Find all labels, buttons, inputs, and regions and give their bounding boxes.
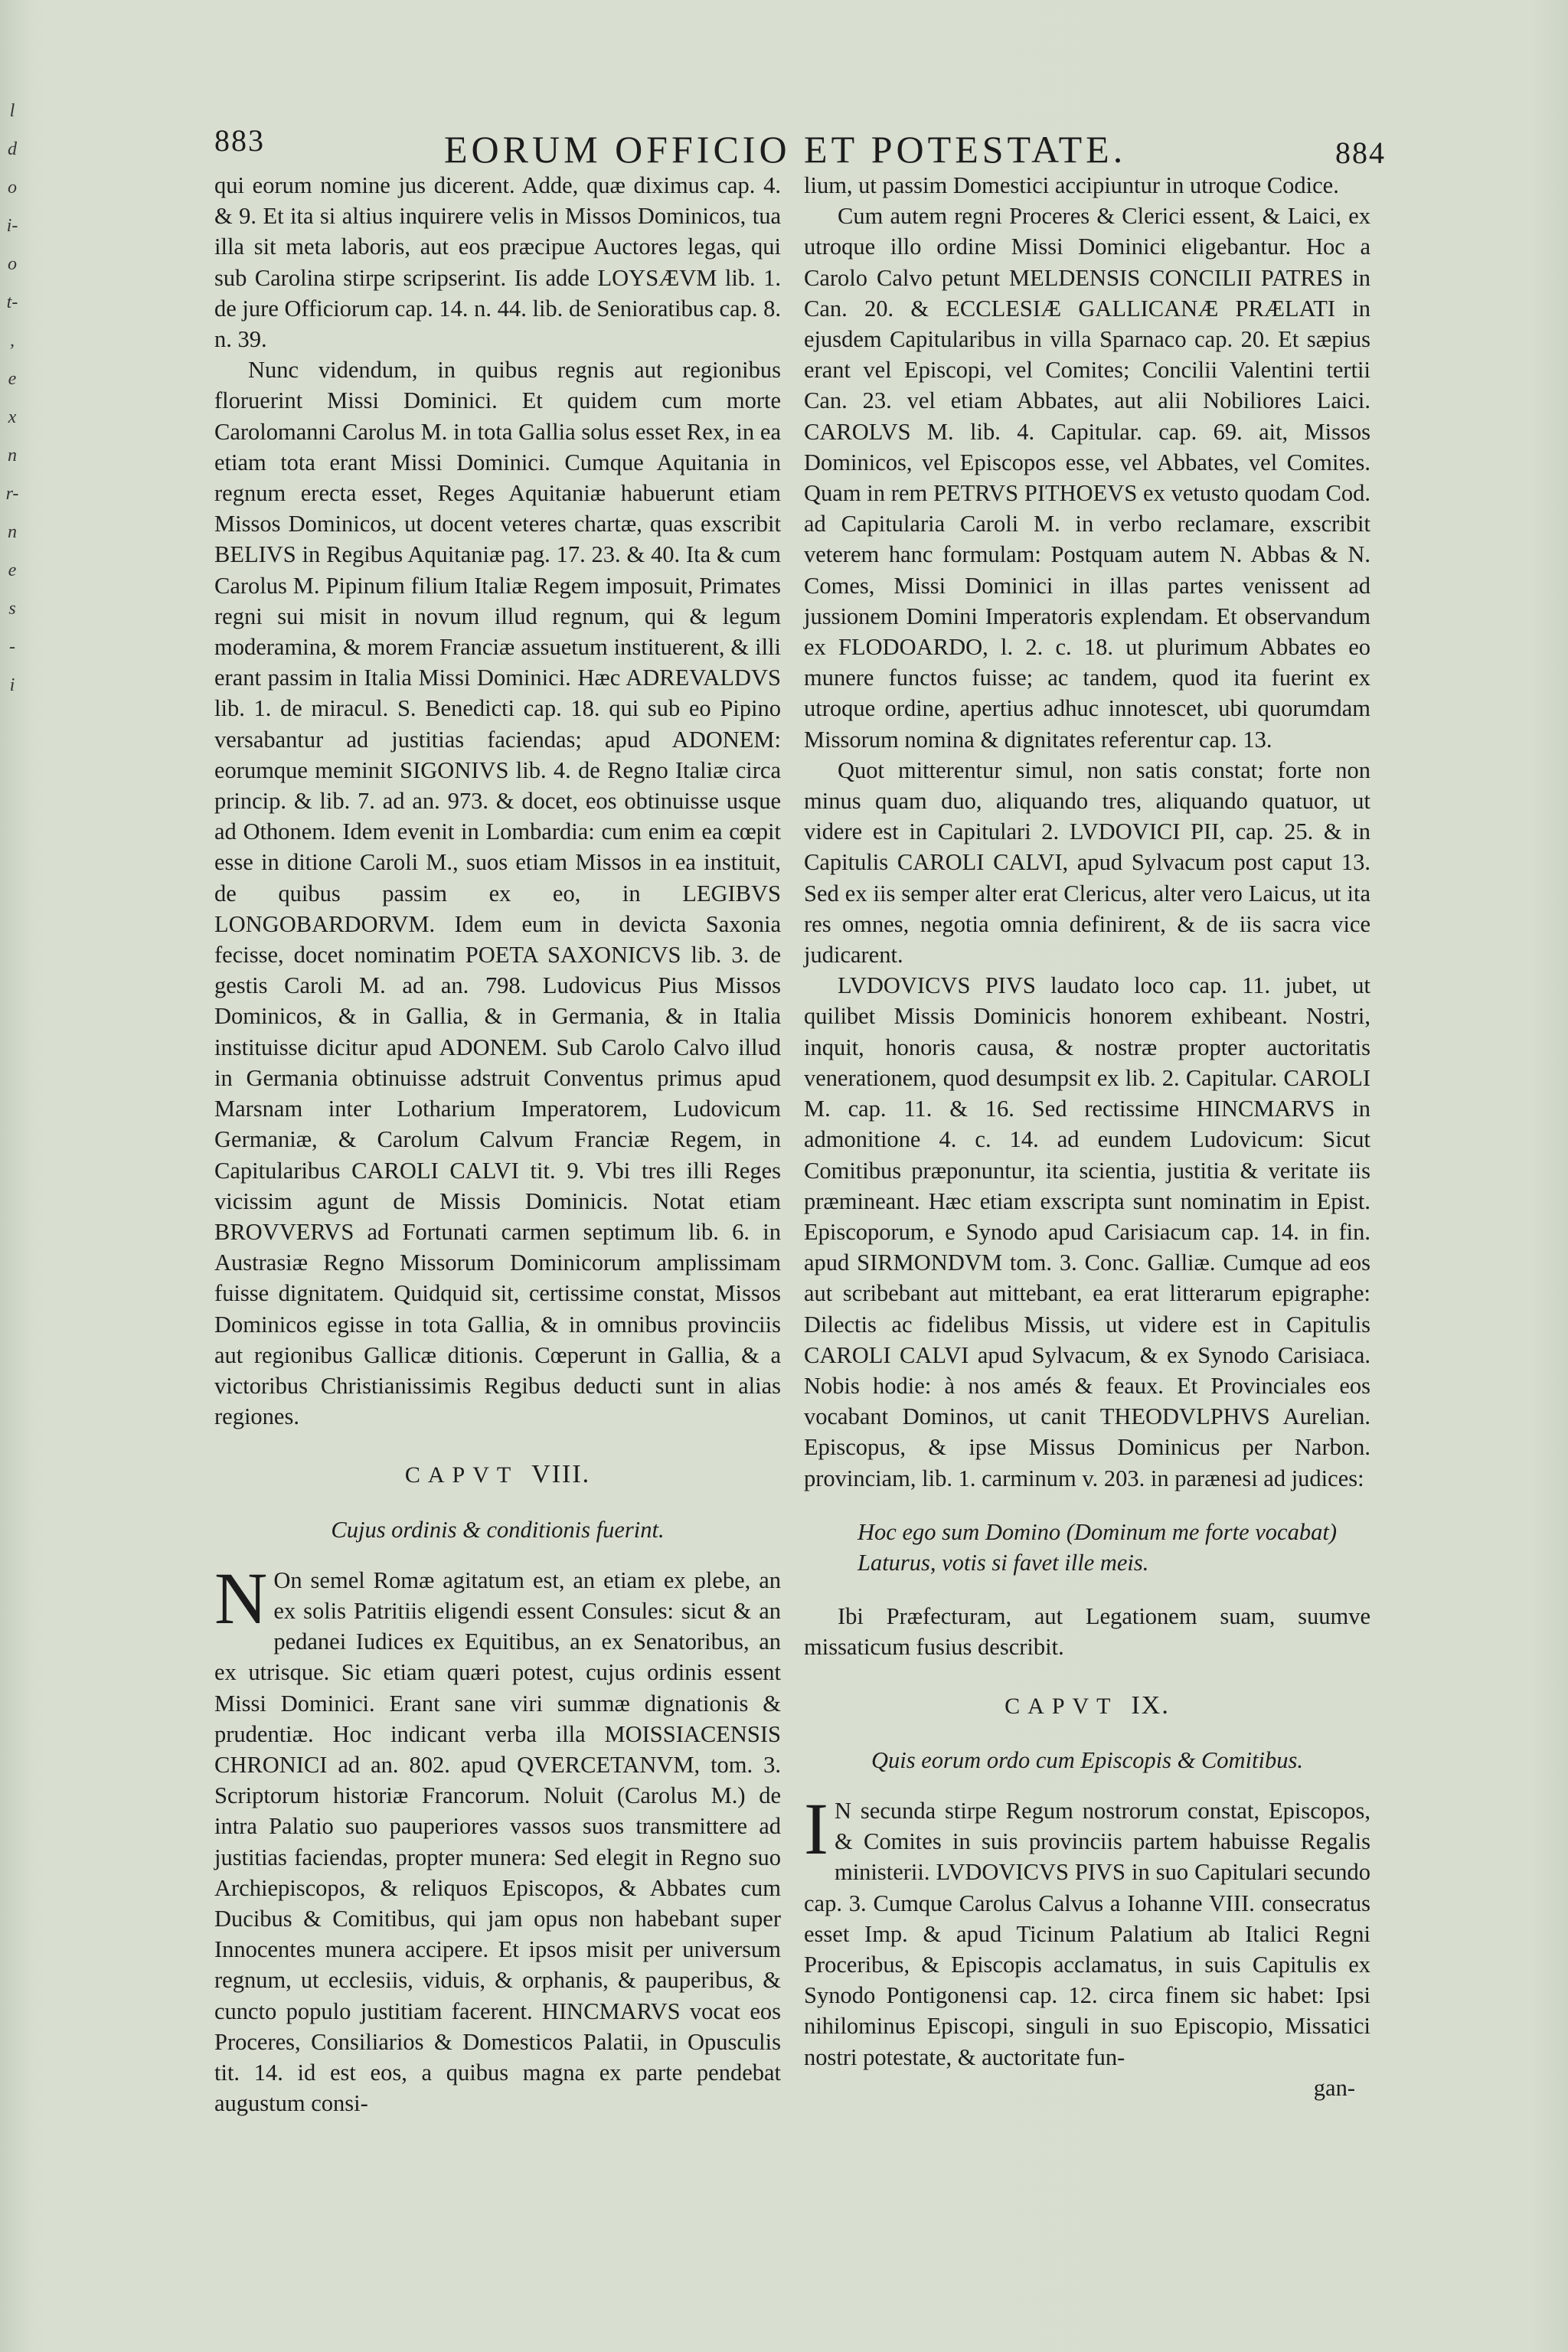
margin-letter: , bbox=[10, 331, 15, 351]
verse-line: Laturus, votis si favet ille meis. bbox=[858, 1549, 1149, 1576]
catchword: gan- bbox=[1313, 2074, 1355, 2101]
margin-letter: s bbox=[8, 599, 16, 619]
margin-letter: o bbox=[8, 254, 17, 274]
left-page-number: 883 bbox=[214, 123, 265, 158]
chapter-word: CAPVT bbox=[1004, 1693, 1118, 1719]
left-column bbox=[214, 170, 781, 2118]
chapter-number: IX. bbox=[1131, 1690, 1170, 1720]
chapter-subtitle: Cujus ordinis & conditionis fuerint. bbox=[331, 1516, 665, 1543]
paragraph: Ibi Præfecturam, aut Legationem suam, suumve missaticum fusius describit. bbox=[804, 1603, 1370, 1661]
paragraph bbox=[804, 1787, 1370, 2073]
margin-letter: i bbox=[9, 675, 15, 695]
running-head bbox=[214, 122, 1386, 176]
paragraph: Cum autem regni Proceres & Clerici essent, & Laici, ex utroque illo ordine Missi Dominici eligebantur. Hoc a Carolo Calvo petunt MELDENSIS CONCILII PATRES in Can. 20. & ECCLESIÆ GALLICANÆ PRÆLATI in ejusdem Capitularibus in villa Sparnaco cap. 20. Et sæpius erant vel Episcopi, vel Comites; Concilii Valentini tertii Can. 23. vel etiam Abbates, aut alii Nobiliores Laici. CAROLVS M. lib. 4. Capitular. cap. 69. ait, Missos Dominicos, vel Episcopos esse, vel Abbates, vel Comites. Quam in rem PETRVS PITHOEVS ex vetusto quodam Cod. ad Capitularia Caroli M. in verbo reclamare, exscribit veterem hanc formulam: Postquam autem N. Abbas & N. Comes, Missi Dominici in illas partes venissent ad jussionem Domini Imperatoris explendam. Et observandum ex FLODOARDO, l. 2. c. 18. ut plurimum Abbates eo munere functos fuisse; ac tandem, quod ita fuerint ex utroque ordine, apertius adhuc innotescet, ubi quorumdam Missorum nomina & dignitates referentur cap. 13. bbox=[804, 203, 1370, 753]
paragraph: Quot mitterentur simul, non satis constat; forte non minus quam duo, aliquando tres, aliquando quatuor, ut videre est in Capitulari 2. LVDOVICI PII, cap. 25. & in Capitulis CAROLI CALVI, apud Sylvacum post caput 13. Sed ex iis semper alter erat Clericus, alter vero Laicus, ut ita res omnes, negotia omnia definirent, & de iis sacra vice judicarent. bbox=[804, 756, 1370, 969]
margin-letter: n bbox=[8, 522, 17, 542]
chapter-heading bbox=[214, 1459, 781, 1491]
margin-letter: o bbox=[8, 178, 17, 198]
chapter-subtitle: Quis eorum ordo cum Episcopis & Comitibus. bbox=[871, 1746, 1303, 1773]
paragraph-text: N secunda stirpe Regum nostrorum constat, Episcopos, & Comites in suis provinciis partem habuisse Regalis ministerii. LVDOVICVS PIVS in suo Capitulari secundo cap. 3. Cumque Carolus Calvus a Iohanne VIII. consecratus esset Imp. & apud Ticinum Palatium ab Italici Regni Proceribus, & Episcopis acclamatus, in suis Capitulis ex Synodo Pontigonensi cap. 12. circa finem sic habet: Ipsi nihilominus Episcopi, singuli in suo Episcopio, Missatici nostri potestate, & auctoritate fun- bbox=[804, 1797, 1370, 2070]
paragraph: Nunc videndum, in quibus regnis aut regionibus floruerint Missi Dominici. Et quidem cum morte Carolomanni Carolus M. in tota Gallia solus esset Rex, in ea etiam tota erant Missi Dominici. Cumque Aquitania in regnum erecta esset, Reges Aquitaniæ habuerunt etiam Missos Dominicos, ut docent veteres chartæ, quas exscribit BELIVS in Regibus Aquitaniæ pag. 17. 23. & 40. Ita & cum Carolus M. Pipinum filium Italiæ Regem imposuit, Primates regni sui misit in novum illud regnum, qui & legum moderamina, & morem Franciæ assuetum instituerent, & illi erant passim in Italia Missi Dominici. Hæc ADREVALDVS lib. 1. de miracul. S. Benedicti cap. 18. qui sub eo Pipino versabantur ad justitias faciendas; apud ADONEM: eorumque meminit SIGONIVS lib. 4. de Regno Italiæ circa princip. & lib. 7. ad an. 973. & docet, eos obtinuisse usque ad Othonem. Idem evenit in Lombardia: cum enim ea cœpit esse in ditione Caroli M., suos etiam Missos in ea instituit, de quibus passim ex eo, in LEGIBVS LONGOBARDORVM. Idem eum in devicta Saxonia fecisse, docet nominatim POETA SAXONICVS lib. 3. de gestis Caroli M. ad an. 798. Ludovicus Pius Missos Dominicos, & in Gallia, & in Germania, & in Italia instituisse dicitur apud ADONEM. Sub Carolo Calvo illud in Germania obtinuisse adstruit Conventus primus apud Marsnam inter Lotharium Imperatorem, Ludovicum Germaniæ, & Carolum Calvum Franciæ Regem, in Capitularibus CAROLI CALVI tit. 9. Vbi tres illi Reges vicissim agunt de Missis Dominicis. Notat etiam BROVVERVS ad Fortunati carmen septimum lib. 6. in Austrasiæ Regno Missorum Dominicorum amplissimam fuisse dignitatem. Quidquid sit, certissime constat, Missos Dominicos egisse in tota Gallia, & in omnibus provinciis aut regionibus Gallicæ ditionis. Cœperunt in Gallia, & a victoribus Christianissimis Regibus deducti sunt in alias regiones. bbox=[214, 357, 781, 1430]
adjacent-page-margin bbox=[0, 92, 24, 1164]
paragraph bbox=[214, 1557, 781, 2119]
chapter-word: CAPVT bbox=[404, 1462, 518, 1488]
chapter-number: VIII. bbox=[531, 1460, 591, 1489]
verse-quotation bbox=[858, 1517, 1370, 1578]
running-title: EORUM OFFICIO ET POTESTATE. bbox=[444, 128, 1127, 171]
margin-letter: x bbox=[8, 407, 17, 427]
right-column bbox=[804, 170, 1370, 2103]
drop-cap: I bbox=[804, 1787, 828, 1870]
margin-letter: - bbox=[9, 637, 15, 657]
margin-letter: l bbox=[9, 101, 15, 121]
paragraph: LVDOVICVS PIVS laudato loco cap. 11. jubet, ut quilibet Missis Dominicis honorem exhibeant. Nostri, inquit, honoris causa, & nostræ propter auctoritatis venerationem, quod desumpsit ex lib. 2. Capitular. CAROLI M. cap. 11. & 16. Sed rectissime HINCMARVS in admonitione 4. c. 14. ad eundem Ludovicum: Sicut Comitibus præponuntur, ita scientia, justitia & veritate iis præmineant. Hæc etiam exscripta sunt nominatim in Epist. Episcoporum, e Synodo apud Carisiacum cap. 14. in fin. apud SIRMONDVM tom. 3. Conc. Galliæ. Cumque ad eos aut scribebant aut mittebant, ea erat litterarum epigraphe: Dilectis ac fidelibus Missis, ut videre est in Capitulis CAROLI CALVI apud Sylvacum, & ex Synodo Carisiaca. Nobis hodie: à nos amés & feaux. Et Provinciales eos vocabant Dominos, ut canit THEODVLPHVS Aurelian. Episcopus, & ipse Missus Dominicus per Narbon. provinciam, lib. 1. carminum v. 203. in parænesi ad judices: bbox=[804, 972, 1370, 1491]
right-page-number: 884 bbox=[1335, 136, 1386, 170]
margin-letter: e bbox=[8, 560, 17, 580]
paragraph: lium, ut passim Domestici accipiuntur in utroque Codice. bbox=[804, 172, 1339, 198]
margin-letter: n bbox=[8, 446, 17, 466]
chapter-heading bbox=[804, 1690, 1370, 1722]
verse-line: Hoc ego sum Domino (Dominum me forte vocabat) bbox=[858, 1518, 1337, 1545]
margin-letter: t- bbox=[6, 292, 18, 312]
paragraph-text: On semel Romæ agitatum est, an etiam ex plebe, an ex solis Patritiis eligendi essent Consules: sicut & an pedanei Iudices ex Equitibus, an ex Senatoribus, an ex utrisque. Sic etiam quæri potest, cujus ordinis essent Missi Dominici. Erant sane viri summæ dignationis & prudentiæ. Hoc indicant verba illa MOISSIACENSIS CHRONICI ad an. 802. apud QVERCETANVM, tom. 3. Scriptorum historiæ Francorum. Noluit (Carolus M.) de intra Palatio suo pauperiores vassos suos transmittere ad justitias faciendas, propter munera: Sed elegit in Regno suo Archiepiscopos, & reliquos Episcopos, & Abbates cum Ducibus & Comitibus, qui jam opus non habebant super Innocentes munera accipere. Et ipsos misit per universum regnum, ut ecclesiis, viduis, & orphanis, & pauperibus, & cuncto populo justitiam facerent. HINCMARVS vocat eos Proceres, Consiliarios & Domesticos Palatii, in Opusculis tit. 14. id est eos, a quibus magna ex parte pendebat augustum consi- bbox=[214, 1566, 781, 2117]
drop-cap: N bbox=[214, 1557, 268, 1639]
margin-letter: e bbox=[8, 369, 17, 389]
paragraph: qui eorum nomine jus dicerent. Adde, quæ diximus cap. 4. & 9. Et ita si altius inquirere velis in Missos Dominicos, tua illa sit meta laboris, aut eos præcipue Auctores legas, qui sub Carolina stirpe scripserint. Iis adde LOYSÆVM lib. 1. de jure Officiorum cap. 14. n. 44. lib. de Senioratibus cap. 8. n. 39. bbox=[214, 172, 781, 353]
margin-letter: r- bbox=[5, 484, 19, 504]
margin-letter: i- bbox=[6, 216, 18, 236]
margin-letter: d bbox=[8, 139, 17, 159]
